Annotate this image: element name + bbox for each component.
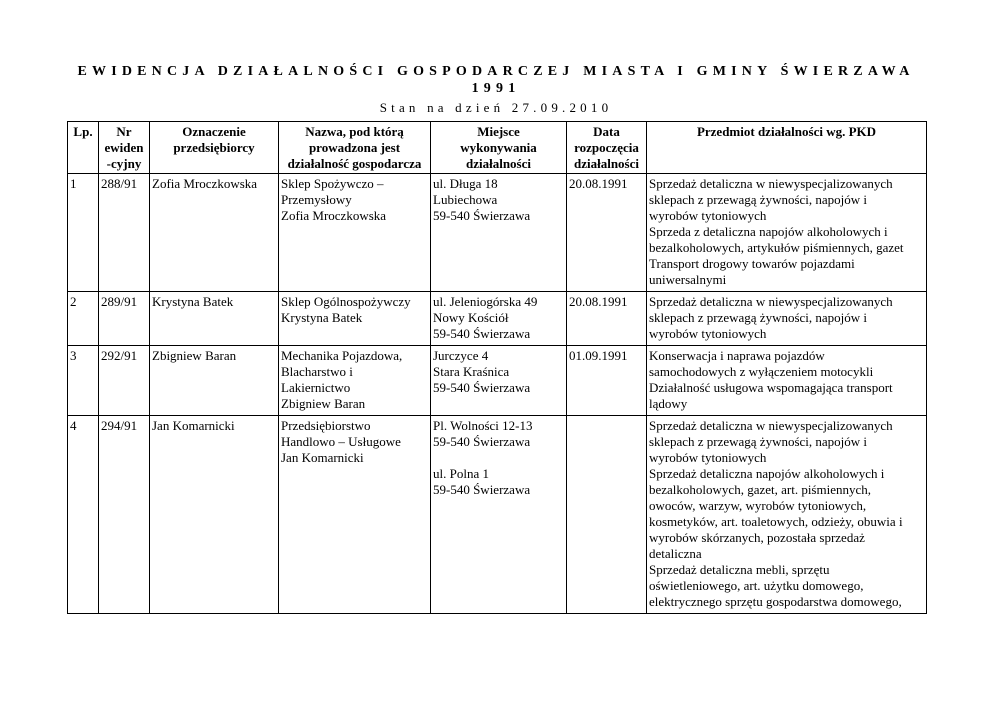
cell-lp: 1	[68, 174, 99, 292]
cell-lp: 3	[68, 346, 99, 416]
document-title: EWIDENCJA DZIAŁALNOŚCI GOSPODARCZEJ MIASTA I GMINY ŚWIERZAWA	[77, 64, 915, 79]
cell-start-date: 01.09.1991	[567, 346, 647, 416]
cell-location: Pl. Wolności 12-13 59-540 Świerzawa ul. Polna 1 59-540 Świerzawa	[431, 416, 567, 614]
cell-nr: 294/91	[99, 416, 150, 614]
document-year: 1991	[471, 81, 521, 96]
col-header-start-date: Data rozpoczęcia działalności	[567, 122, 647, 174]
cell-entrepreneur: Krystyna Batek	[150, 292, 279, 346]
document-status-date: Stan na dzień 27.09.2010	[379, 100, 613, 115]
cell-lp: 2	[68, 292, 99, 346]
table-header-row	[68, 122, 927, 174]
cell-activity: Sprzedaż detaliczna w niewyspecjalizowanych sklepach z przewagą żywności, napojów i wyrobów tytoniowych Sprzedaż detaliczna napojów alkoholowych i bezalkoholowych, gazet, art. piśmiennych, owoców, warzyw, wyrobów tytoniowych, kosmetyków, art. toaletowych, odzieży, obuwia i wyrobów skórzanych, pozostała sprzedaż detaliczna Sprzedaż detaliczna mebli, sprzętu oświetleniowego, art. użytku domowego, elektrycznego sprzętu gospodarstwa domowego,	[647, 416, 927, 614]
cell-entrepreneur: Zbigniew Baran	[150, 346, 279, 416]
cell-location: ul. Długa 18 Lubiechowa 59-540 Świerzawa	[431, 174, 567, 292]
cell-location: ul. Jeleniogórska 49 Nowy Kościół 59-540 Świerzawa	[431, 292, 567, 346]
table-row	[68, 292, 927, 346]
col-header-location: Miejsce wykonywania działalności	[431, 122, 567, 174]
cell-entrepreneur: Zofia Mroczkowska	[150, 174, 279, 292]
col-header-lp: Lp.	[68, 122, 99, 174]
cell-business-name: Sklep Ogólnospożywczy Krystyna Batek	[279, 292, 431, 346]
cell-lp: 4	[68, 416, 99, 614]
col-header-business-name: Nazwa, pod którą prowadzona jest działalność gospodarcza	[279, 122, 431, 174]
table-row	[68, 346, 927, 416]
register-table	[67, 121, 927, 614]
table-row	[68, 174, 927, 292]
table-row	[68, 416, 927, 614]
cell-entrepreneur: Jan Komarnicki	[150, 416, 279, 614]
cell-start-date: 20.08.1991	[567, 174, 647, 292]
cell-activity: Sprzedaż detaliczna w niewyspecjalizowanych sklepach z przewagą żywności, napojów i wyrobów tytoniowych	[647, 292, 927, 346]
cell-business-name: Sklep Spożywczo – Przemysłowy Zofia Mroczkowska	[279, 174, 431, 292]
cell-business-name: Mechanika Pojazdowa, Blacharstwo i Lakiernictwo Zbigniew Baran	[279, 346, 431, 416]
cell-activity: Sprzedaż detaliczna w niewyspecjalizowanych sklepach z przewagą żywności, napojów i wyrobów tytoniowych Sprzeda z detaliczna napojów alkoholowych i bezalkoholowych, artykułów piśmiennych, gazet Transport drogowy towarów pojazdami uniwersalnymi	[647, 174, 927, 292]
col-header-activity: Przedmiot działalności wg. PKD	[647, 122, 927, 174]
cell-business-name: Przedsiębiorstwo Handlowo – Usługowe Jan Komarnicki	[279, 416, 431, 614]
cell-start-date	[567, 416, 647, 614]
cell-nr: 292/91	[99, 346, 150, 416]
col-header-entrepreneur: Oznaczenie przedsiębiorcy	[150, 122, 279, 174]
col-header-nr: Nr ewiden -cyjny	[99, 122, 150, 174]
cell-start-date: 20.08.1991	[567, 292, 647, 346]
cell-activity: Konserwacja i naprawa pojazdów samochodowych z wyłączeniem motocykli Działalność usługowa wspomagająca transport lądowy	[647, 346, 927, 416]
cell-location: Jurczyce 4 Stara Kraśnica 59-540 Świerzawa	[431, 346, 567, 416]
cell-nr: 289/91	[99, 292, 150, 346]
cell-nr: 288/91	[99, 174, 150, 292]
